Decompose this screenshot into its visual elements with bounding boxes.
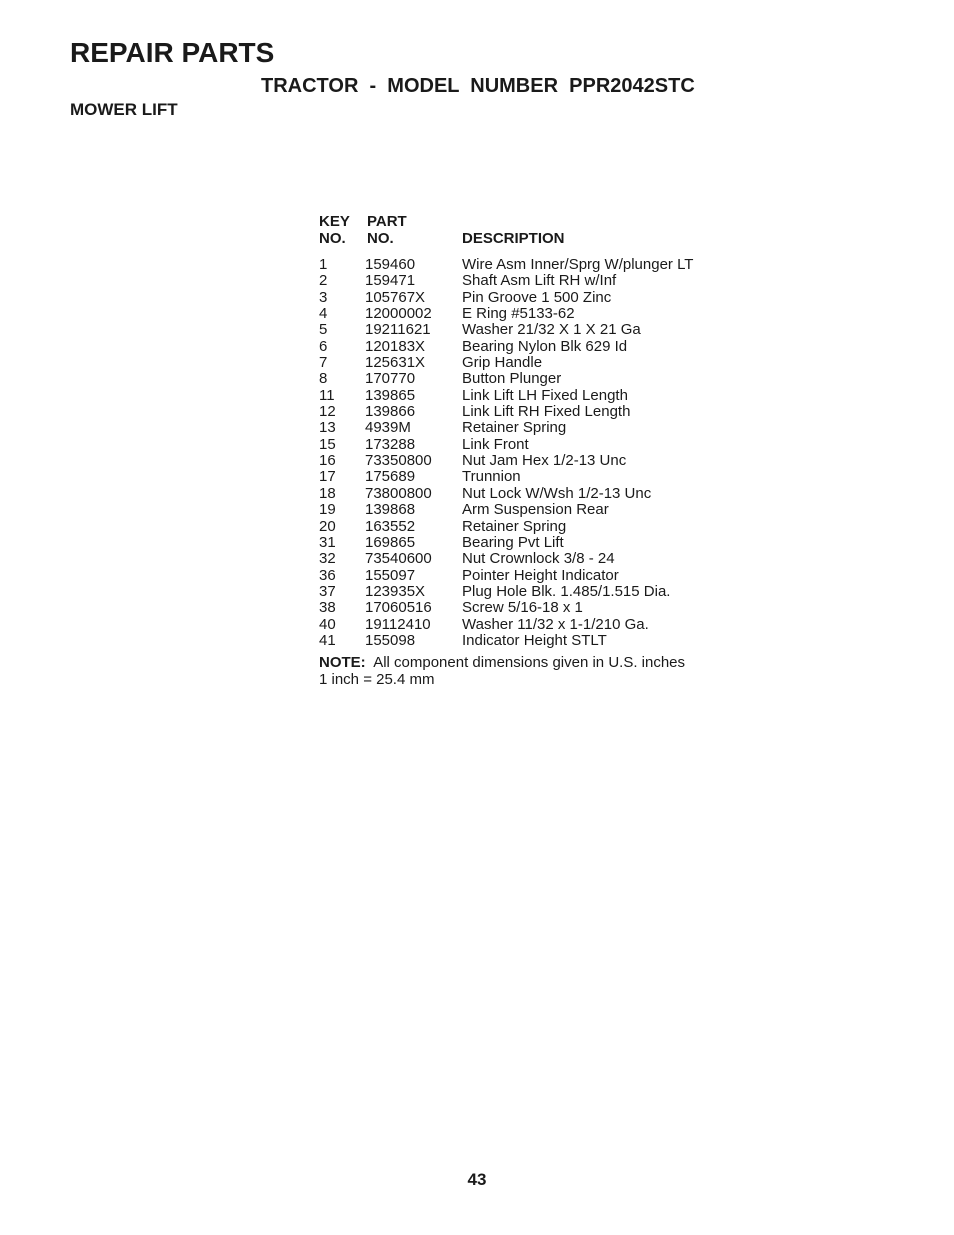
- part-no-cell: 125631X: [365, 354, 426, 372]
- part-no-cell: 159471: [365, 272, 416, 290]
- parts-list: [319, 213, 739, 688]
- part-no-cell: 155098: [365, 631, 416, 649]
- description-header: DESCRIPTION: [462, 230, 565, 247]
- key-no-cell: 2: [319, 272, 328, 290]
- table-row: [319, 519, 739, 535]
- description-cell: Wire Asm Inner/Sprg W/plunger LT: [462, 256, 694, 273]
- description-cell: Bearing Nylon Blk 629 Id: [462, 337, 628, 355]
- key-no-cell: 15: [319, 435, 336, 453]
- description-cell: Indicator Height STLT: [462, 631, 607, 649]
- description-cell: Retainer Spring: [462, 419, 567, 437]
- description-cell: Trunnion: [462, 468, 521, 486]
- description-cell: Plug Hole Blk. 1.485/1.515 Dia.: [462, 582, 671, 600]
- table-row: [319, 502, 739, 518]
- parts-list-header: [319, 213, 739, 247]
- part-no-cell: 4939M: [365, 419, 411, 437]
- part-no-cell: 159460: [365, 256, 416, 273]
- description-cell: Button Plunger: [462, 370, 562, 388]
- description-cell: Nut Lock W/Wsh 1/2-13 Unc: [462, 484, 652, 502]
- description-cell: Screw 5/16-18 x 1: [462, 599, 583, 617]
- part-no-cell: 73350800: [365, 452, 432, 470]
- description-cell: Washer 21/32 X 1 X 21 Ga: [462, 321, 641, 339]
- part-no-cell: 139866: [365, 403, 416, 421]
- part-no-cell: 73540600: [365, 550, 432, 568]
- description-cell: Nut Crownlock 3/8 - 24: [462, 550, 615, 568]
- table-row: [319, 453, 739, 469]
- part-no-cell: 123935X: [365, 582, 426, 600]
- table-row: [319, 290, 739, 306]
- key-no-cell: 40: [319, 615, 336, 633]
- description-cell: Link Lift RH Fixed Length: [462, 403, 631, 421]
- table-row: [319, 306, 739, 322]
- section-heading: MOWER LIFT: [70, 100, 178, 119]
- table-row: [319, 633, 739, 649]
- part-no-cell: 17060516: [365, 599, 432, 617]
- key-no-cell: 18: [319, 484, 336, 502]
- table-row: [319, 388, 739, 404]
- part-no-cell: 139868: [365, 501, 416, 519]
- key-no-cell: 17: [319, 468, 336, 486]
- note-label: NOTE:: [319, 654, 366, 672]
- table-row: [319, 584, 739, 600]
- table-row: [319, 437, 739, 453]
- description-cell: Pin Groove 1 500 Zinc: [462, 288, 612, 306]
- table-row: [319, 355, 739, 371]
- table-row: [319, 568, 739, 584]
- part-no-cell: 175689: [365, 468, 416, 486]
- part-header-line2: NO.: [367, 230, 394, 247]
- key-no-cell: 1: [319, 256, 328, 273]
- description-cell: Grip Handle: [462, 354, 543, 372]
- description-cell: Retainer Spring: [462, 517, 567, 535]
- key-no-cell: 11: [319, 386, 335, 404]
- key-no-cell: 12: [319, 403, 336, 421]
- description-cell: Nut Jam Hex 1/2-13 Unc: [462, 452, 627, 470]
- table-row: [319, 535, 739, 551]
- part-no-cell: 170770: [365, 370, 416, 388]
- part-no-cell: 105767X: [365, 288, 426, 306]
- part-no-cell: 155097: [365, 566, 416, 584]
- description-cell: Washer 11/32 x 1-1/210 Ga.: [462, 615, 649, 633]
- key-no-cell: 13: [319, 419, 336, 437]
- part-no-cell: 19211621: [365, 321, 431, 339]
- page-title: REPAIR PARTS: [70, 37, 275, 68]
- key-no-cell: 37: [319, 582, 336, 600]
- part-no-cell: 173288: [365, 435, 416, 453]
- table-row: [319, 420, 739, 436]
- table-row: [319, 322, 739, 338]
- part-no-cell: 139865: [365, 386, 416, 404]
- key-no-cell: 16: [319, 452, 336, 470]
- table-row: [319, 486, 739, 502]
- part-no-header: [367, 213, 407, 247]
- key-no-header: [319, 213, 350, 247]
- key-no-cell: 8: [319, 370, 328, 388]
- table-row: [319, 339, 739, 355]
- description-cell: Link Lift LH Fixed Length: [462, 386, 628, 404]
- key-no-cell: 20: [319, 517, 336, 535]
- table-row: [319, 273, 739, 289]
- parts-rows: [319, 257, 739, 649]
- part-no-cell: 169865: [365, 533, 416, 551]
- part-no-cell: 163552: [365, 517, 416, 535]
- description-cell: E Ring #5133-62: [462, 305, 575, 323]
- part-no-cell: 12000002: [365, 305, 432, 323]
- part-no-cell: 19112410: [365, 615, 431, 633]
- table-row: [319, 617, 739, 633]
- table-row: [319, 404, 739, 420]
- key-no-cell: 4: [319, 305, 328, 323]
- key-no-cell: 5: [319, 321, 328, 339]
- part-no-cell: 120183X: [365, 337, 426, 355]
- page-number: 43: [467, 1170, 487, 1189]
- key-no-cell: 7: [319, 354, 328, 372]
- key-no-cell: 41: [319, 631, 336, 649]
- part-no-cell: 73800800: [365, 484, 432, 502]
- table-row: [319, 600, 739, 616]
- description-cell: Pointer Height Indicator: [462, 566, 619, 584]
- table-row: [319, 371, 739, 387]
- table-row: [319, 257, 739, 273]
- description-cell: Link Front: [462, 435, 529, 453]
- table-row: [319, 469, 739, 485]
- key-header-line1: KEY: [319, 213, 350, 230]
- key-no-cell: 31: [319, 533, 336, 551]
- note-conversion: 1 inch = 25.4 mm: [319, 670, 435, 688]
- description-cell: Shaft Asm Lift RH w/Inf: [462, 272, 617, 290]
- key-header-line2: NO.: [319, 230, 346, 247]
- note: [319, 655, 739, 688]
- table-row: [319, 551, 739, 567]
- key-no-cell: 32: [319, 550, 336, 568]
- part-header-line1: PART: [367, 213, 407, 230]
- key-no-cell: 19: [319, 501, 336, 519]
- key-no-cell: 3: [319, 288, 328, 306]
- description-cell: Arm Suspension Rear: [462, 501, 609, 519]
- description-cell: Bearing Pvt Lift: [462, 533, 564, 551]
- key-no-cell: 38: [319, 599, 336, 617]
- model-subtitle: TRACTOR - MODEL NUMBER PPR2042STC: [261, 75, 695, 97]
- note-text: All component dimensions given in U.S. inches: [373, 654, 686, 672]
- key-no-cell: 36: [319, 566, 336, 584]
- key-no-cell: 6: [319, 337, 328, 355]
